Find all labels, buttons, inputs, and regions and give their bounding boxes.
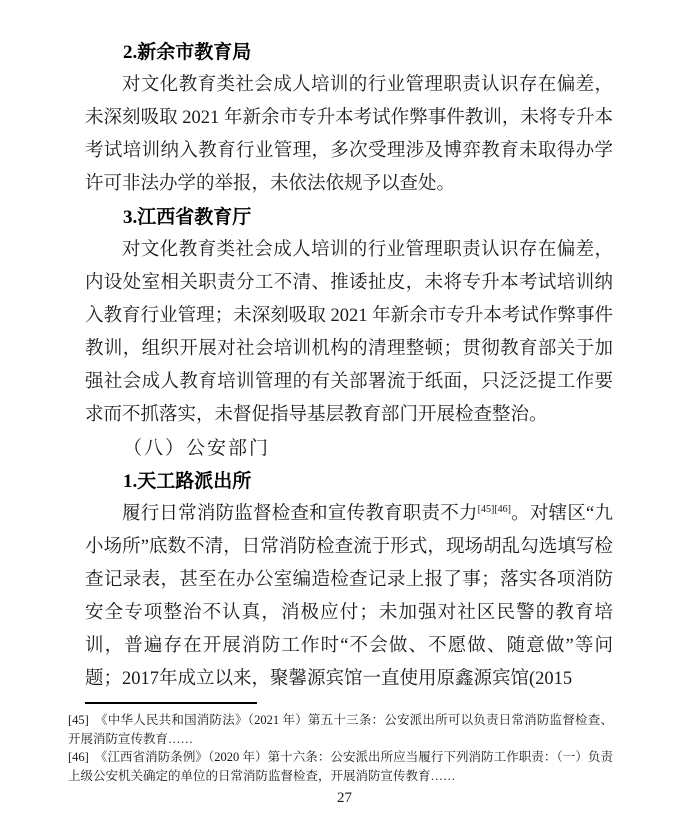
footnote-item-46 — [68, 748, 613, 785]
paragraph-xinyu-education-bureau: 对文化教育类社会成人培训的行业管理职责认识存在偏差，未深刻吸取 2021 年新余市专升本考试作弊事件教训，未将专升本考试培训纳入教育行业管理，多次受理涉及博弈教育未取得办学许可非法办学的举报，未依法依规予以查处。 — [85, 75, 613, 194]
footnote-number-45: [45] — [68, 713, 89, 727]
footnote-number-46: [46] — [68, 750, 89, 764]
footnote-item-45 — [68, 711, 613, 748]
paragraph-tiangong-road-police-station — [85, 498, 613, 696]
document-body — [85, 36, 613, 696]
page-number: 27 — [337, 790, 352, 806]
footnote-text-46: 《江西省消防条例》（2020 年）第十六条：公安派出所应当履行下列消防工作职责：（一）负责上级公安机关确定的单位的日常消防监督检查，开展消防宣传教育…… — [68, 750, 613, 783]
section-heading-tiangong-road-police-station: 1.天工路派出所 — [123, 471, 252, 492]
paragraph-jiangxi-education-dept: 对文化教育类社会成人培训的行业管理职责认识存在偏差，内设处室相关职责分工不清、推诿扯皮，未将专升本考试培训纳入教育行业管理；未深刻吸取 2021 年新余市专升本考试作弊事件教训，组织开展对社会培训机构的清理整顿；贯彻教育部关于加强社会成人教育培训管理的有关部署流于纸面，只泛泛提工作要求而不抓落实，未督促指导基层教育部门开展检查整治。 — [85, 240, 613, 425]
paragraph-segment-after-footnote-refs: 。对辖区“九小场所”底数不清，日常消防检查流于形式，现场胡乱勾选填写检查记录表，甚至在办公室编造检查记录上报了事；落实各项消防安全专项整治不认真，消极应付；未加强对社区民警的教育培训，普遍存在开展消防工作时“不会做、不愿做、随意做”等问题；2017年成立以来，聚馨源宾馆一直使用原鑫源宾馆(2015 — [85, 504, 613, 689]
footnote-text-45: 《中华人民共和国消防法》（2021 年）第五十三条：公安派出所可以负责日常消防监督检查、开展消防宣传教育…… — [68, 713, 613, 746]
section-heading-jiangxi-education-dept: 3.江西省教育厅 — [123, 207, 252, 228]
paragraph-segment-before-footnote-refs: 履行日常消防监督检查和宣传教育职责不力 — [122, 504, 478, 524]
section-heading-public-security-depts: （八）公安部门 — [123, 438, 271, 459]
section-heading-xinyu-education-bureau: 2.新余市教育局 — [123, 42, 252, 63]
footnote-separator-line — [85, 702, 257, 704]
footnote-reference-marks: [45][46] — [477, 503, 511, 515]
footnotes-section — [68, 702, 613, 785]
